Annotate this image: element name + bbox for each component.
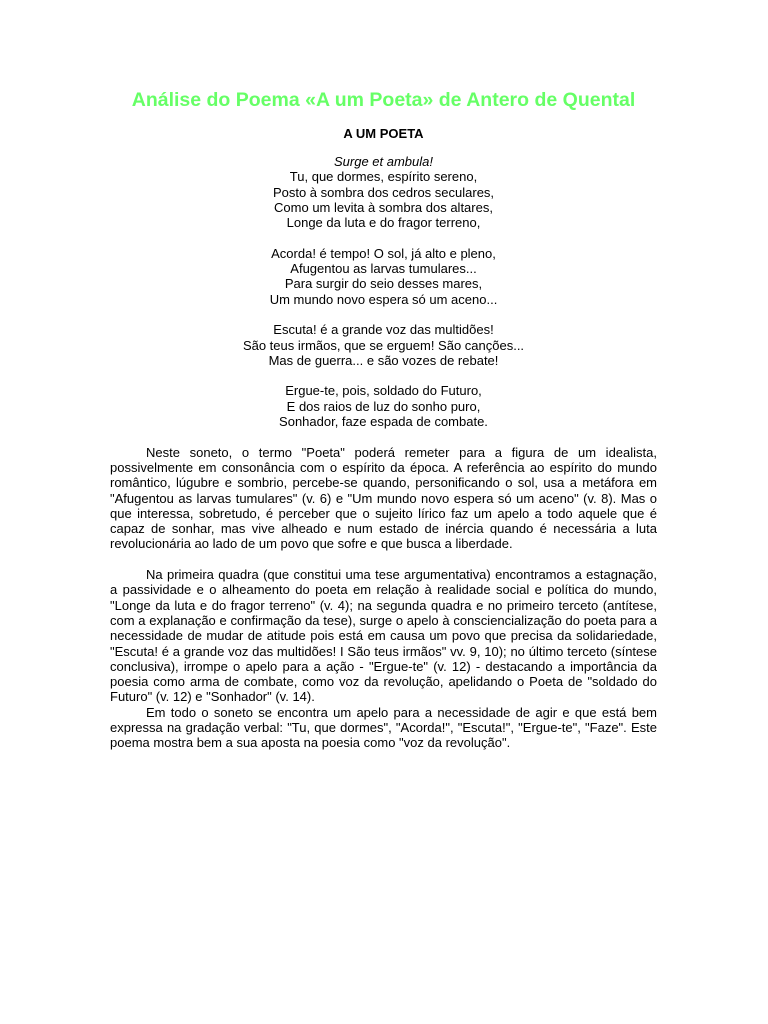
analysis-paragraph-2: Na primeira quadra (que constitui uma tese argumentativa) encontramos a estagnação, a passividade e o alheamento do poeta em relação à realidade social e política do mundo, "Longe da luta e do fragor terreno" (v. 4); na segunda quadra e no primeiro terceto (antítese, com a explanação e confirmação da tese), surge o apelo à consciencialização do poeta para a necessidade de mudar de atitude pois está em causa um povo que precisa da solidariedade, "Escuta! é a grande voz das multidões! I São teus irmãos" vv. 9, 10); no último terceto (síntese conclusiva), irrompe o apelo para a ação - "Ergue-te" (v. 12) - destacando a importância da poesia como arma de combate, como voz da revolução, apelidando o Poeta de "soldado do Futuro" (v. 12) e "Sonhador" (v. 14).	[110, 567, 657, 705]
analysis-paragraph-3: Em todo o soneto se encontra um apelo para a necessidade de agir e que está bem expressa na gradação verbal: "Tu, que dormes", "Acorda!", "Escuta!", "Ergue-te", "Faze". Este poema mostra bem a sua aposta na poesia como "voz da revolução".	[110, 704, 657, 751]
poem-verse: E dos raios de luz do sonho puro,	[286, 398, 481, 414]
poem-verse: Acorda! é tempo! O sol, já alto e pleno,	[271, 245, 496, 261]
poem-verse: Afugentou as larvas tumulares...	[290, 261, 477, 277]
poem-stanza-1	[110, 169, 657, 230]
poem-verse: Tu, que dormes, espírito sereno,	[289, 169, 478, 185]
poem-verse: Ergue-te, pois, soldado do Futuro,	[285, 383, 482, 399]
analysis-paragraph-1: Neste soneto, o termo "Poeta" poderá remeter para a figura de um idealista, possivelmente em consonância com o espírito da época. A referência ao espírito do mundo romântico, lúgubre e sombrio, percebe-se quando, personificando o sol, usa a metáfora em "Afugentou as larvas tumulares" (v. 6) e "Um mundo novo espera só um aceno" (v. 8). Mas o que interessa, sobretudo, é perceber que o sujeito lírico faz um apelo a todo aquele que é capaz de sonhar, mas vive alheado e num estado de inércia quando é necessária a luta revolucionária ao lado de um povo que sofre e que busca a liberdade.	[110, 444, 657, 552]
poem-verse: Sonhador, faze espada de combate.	[279, 414, 488, 430]
poem-verse: Como um levita à sombra dos altares,	[274, 199, 493, 215]
poem-verse: Posto à sombra dos cedros seculares,	[272, 184, 495, 200]
analysis-text	[110, 445, 657, 751]
poem-verse: Mas de guerra... e são vozes de rebate!	[268, 352, 499, 368]
poem	[110, 154, 657, 429]
document-title: Análise do Poema «A um Poeta» de Antero de Quental	[131, 89, 636, 111]
poem-stanza-2	[110, 246, 657, 307]
poem-title: A UM POETA	[343, 126, 424, 141]
document-page	[110, 88, 657, 751]
poem-verse: Longe da luta e do fragor terreno,	[286, 215, 481, 231]
poem-verse: Para surgir do seio desses mares,	[284, 276, 483, 292]
poem-epigraph: Surge et ambula!	[333, 154, 433, 169]
poem-verse: Escuta! é a grande voz das multidões!	[273, 322, 494, 338]
poem-stanza-3	[110, 322, 657, 368]
poem-stanza-4	[110, 383, 657, 429]
poem-verse: Um mundo novo espera só um aceno...	[269, 291, 498, 307]
poem-verse: São teus irmãos, que se erguem! São canções...	[242, 337, 525, 353]
